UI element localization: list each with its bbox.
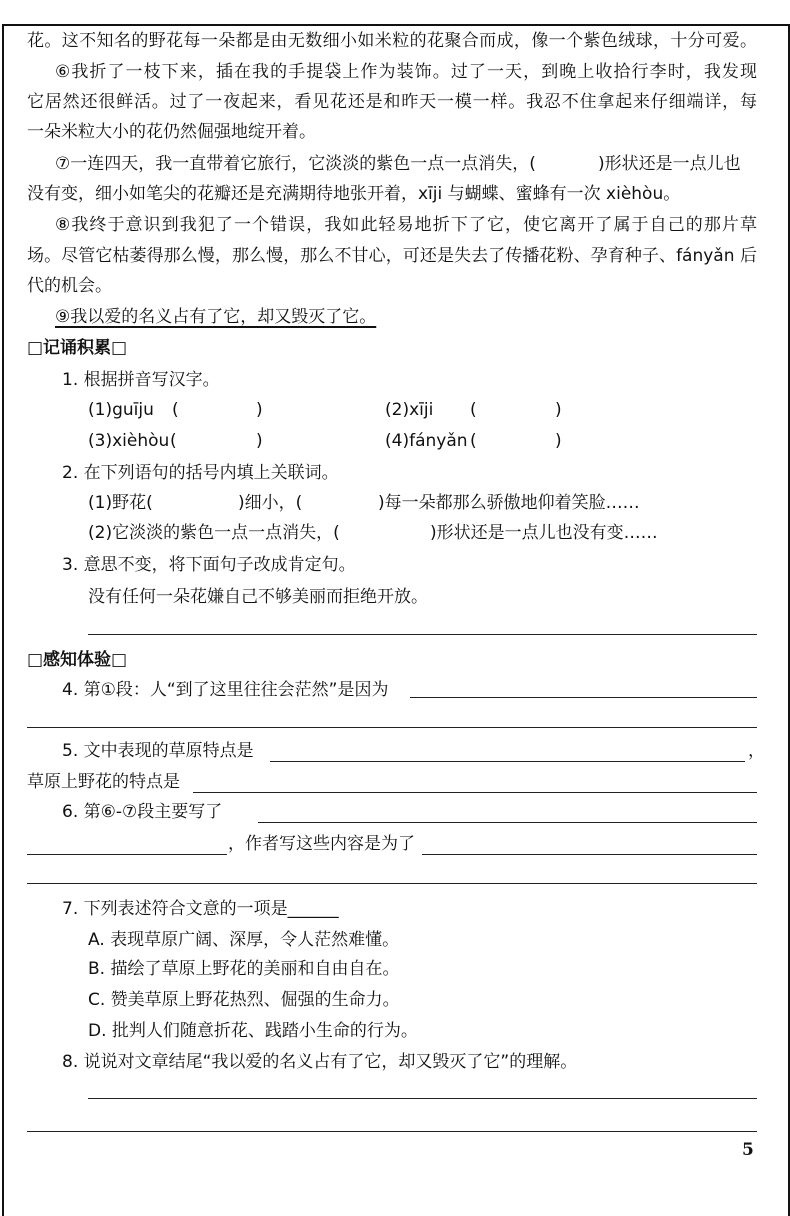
pinyin-item: (4)fányǎn xyxy=(385,431,468,451)
question-1: 1. 根据拼音写汉字。 xyxy=(62,370,220,390)
paren-close: ) xyxy=(256,431,263,451)
section-title: □感知体验□ xyxy=(27,650,128,670)
option-b[interactable]: B. 描绘了草原上野花的美丽和自由自在。 xyxy=(88,959,400,979)
question-5-part-2: 草原上野花的特点是 xyxy=(27,772,180,792)
paren-open: ( xyxy=(170,431,177,451)
paragraph-7-line: 没有变，细小如笔尖的花瓣还是充满期待地张开着，xīji 与蝴蝶、蜜蜂有一次 xièhòu。 xyxy=(27,184,681,204)
answer-line[interactable] xyxy=(27,883,757,884)
paragraph-9-underlined: ⑨我以爱的名义占有了它，却又毁灭了它。 xyxy=(55,307,377,327)
answer-line[interactable] xyxy=(258,822,757,823)
question-7: 7. 下列表述符合文意的一项是______ xyxy=(62,899,339,919)
pinyin-item: (2)xīji xyxy=(385,400,434,420)
paragraph-6-line: 它居然还很鲜活。过了一夜起来，看见花还是和昨天一模一样。我忍不住拿起来仔细端详，每 xyxy=(27,92,757,112)
paragraph-6-line: ⑥我折了一枝下来，插在我的手提袋上作为装饰。过了一天，到晚上收拾行李时，我发现 xyxy=(55,62,757,82)
paren-close: ) xyxy=(256,400,263,420)
pinyin-item: (1)guīju xyxy=(88,400,154,420)
answer-line[interactable] xyxy=(88,1098,757,1099)
question-8: 8. 说说对文章结尾“我以爱的名义占有了它，却又毁灭了它”的理解。 xyxy=(62,1052,578,1072)
answer-line[interactable] xyxy=(27,854,227,855)
question-4: 4. 第①段：人“到了这里往往会茫然”是因为 xyxy=(62,680,389,700)
option-d[interactable]: D. 批判人们随意折花、践踏小生命的行为。 xyxy=(88,1021,418,1041)
answer-line[interactable] xyxy=(270,761,745,762)
paren-close: ) xyxy=(555,431,562,451)
answer-line[interactable] xyxy=(410,697,757,698)
passage-line: 花。这不知名的野花每一朵都是由无数细小如米粒的花聚合而成，像一个紫色绒球，十分可爱。 xyxy=(27,31,757,51)
paragraph-8-line: 代的机会。 xyxy=(27,276,112,296)
q2-item-1: (1)野花( xyxy=(88,493,153,513)
question-2: 2. 在下列语句的括号内填上关联词。 xyxy=(62,463,339,483)
paragraph-7-line: ⑦一连四天，我一直带着它旅行，它淡淡的紫色一点一点消失，( xyxy=(55,154,536,174)
question-5: 5. 文中表现的草原特点是 xyxy=(62,741,254,761)
option-a[interactable]: A. 表现草原广阔、深厚，令人茫然难懂。 xyxy=(88,930,400,950)
paragraph-6-line: 一朵米粒大小的花仍然倔强地绽开着。 xyxy=(27,122,316,142)
paren-close: ) xyxy=(555,400,562,420)
question-6: 6. 第⑥-⑦段主要写了 xyxy=(62,802,223,822)
paragraph-8-line: 场。尽管它枯萎得那么慢，那么慢，那么不甘心，可还是失去了传播花粉、孕育种子、fányǎn 后 xyxy=(27,246,757,266)
q2-item-2: (2)它淡淡的紫色一点一点消失，( xyxy=(88,523,340,543)
answer-line[interactable] xyxy=(193,792,757,793)
page-number: 5 xyxy=(742,1140,754,1160)
q2-item-1: )每一朵都那么骄傲地仰着笑脸…… xyxy=(378,493,640,513)
answer-line[interactable] xyxy=(88,634,757,635)
paren-open: ( xyxy=(172,400,179,420)
pinyin-item: (3)xièhòu xyxy=(88,431,170,451)
answer-line[interactable] xyxy=(27,727,757,728)
paren-open: ( xyxy=(470,431,477,451)
paragraph-8-line: ⑧我终于意识到我犯了一个错误，我如此轻易地折下了它，使它离开了属于自己的那片草 xyxy=(55,215,757,235)
question-6-part-2: ，作者写这些内容是为了 xyxy=(228,834,415,854)
option-c[interactable]: C. 赞美草原上野花热烈、倔强的生命力。 xyxy=(88,990,400,1010)
comma: ， xyxy=(748,741,765,761)
q2-item-1: )细小，( xyxy=(238,493,303,513)
answer-line[interactable] xyxy=(27,1131,757,1132)
paragraph-7-line: )形状还是一点儿也 xyxy=(598,154,741,174)
answer-line[interactable] xyxy=(422,854,757,855)
q3-sentence: 没有任何一朵花嫌自己不够美丽而拒绝开放。 xyxy=(88,587,428,607)
section-title: □记诵积累□ xyxy=(27,338,128,358)
question-3: 3. 意思不变，将下面句子改成肯定句。 xyxy=(62,555,356,575)
paren-open: ( xyxy=(470,400,477,420)
q2-item-2: )形状还是一点儿也没有变…… xyxy=(430,523,658,543)
